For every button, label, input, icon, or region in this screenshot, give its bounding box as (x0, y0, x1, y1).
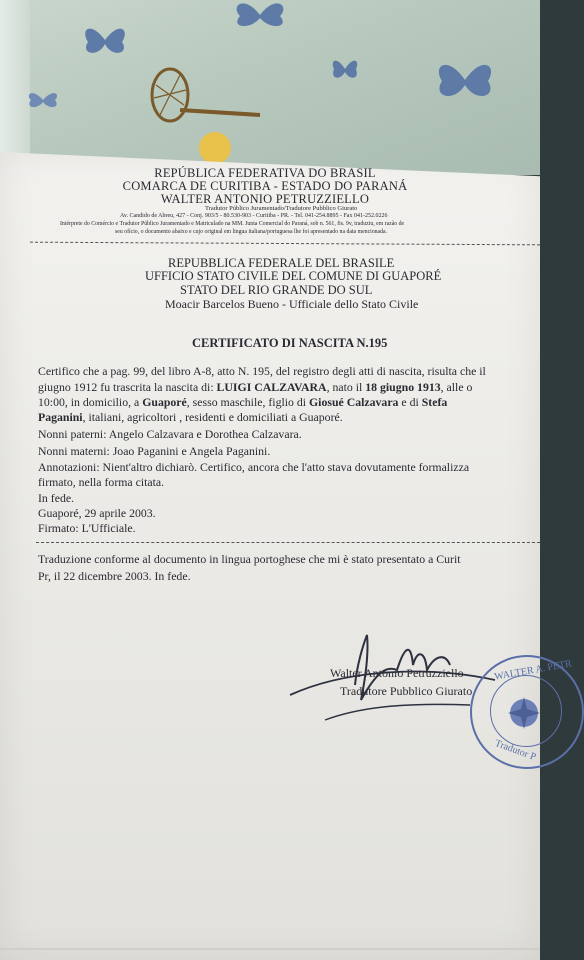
header-translator-name: WALTER ANTONIO PETRUZZIELLO (160, 192, 370, 206)
translation-divider (36, 542, 540, 543)
header-notice-1: Intérprete do Comércio e Tradutor Público Juramentado e Matriculado na MM. Junta Comercial do Paraná, sob n. 561, fis. 9v, traduziu, em razão de (60, 221, 405, 227)
annotations-line-1: Annotazioni: Nient'altro dichiarò. Certifico, ancora che l'atto stava dovutamente formalizza (38, 460, 470, 474)
translator-seal (470, 655, 584, 769)
fabric-fold (0, 0, 30, 175)
butterfly-icon (330, 55, 360, 83)
header-republic: REPÚBLICA FEDERATIVA DO BRASIL (154, 166, 376, 180)
butterfly-net-icon (140, 60, 270, 160)
butterfly-icon (230, 0, 290, 30)
annotations-line-2: firmato, nella forma citata. (38, 475, 165, 489)
paper-edge (0, 948, 540, 950)
butterfly-icon (80, 20, 130, 60)
signature-name: Walter Antonio Petruzziello (330, 666, 464, 680)
header-translator-role: Tradutor Público Juramentado/Tradutore Pubblico Giurato (205, 205, 358, 212)
header-address: Av. Candido de Abreu, 427 - Conj. 903/5 - 80.530-903 - Curitiba - PR. - Tel. 041-254.8895 - Fax 041-252.0226 (120, 213, 388, 219)
maternal-grandparents: Nonni materni: Joao Paganini e Angela Paganini. (38, 444, 271, 458)
italian-header-republic: REPUBBLICA FEDERALE DEL BRASILE (168, 256, 395, 270)
certificate-title: CERTIFICATO DI NASCITA N.195 (192, 336, 388, 350)
coat-of-arms-icon (504, 693, 544, 733)
place-date: Guaporé, 29 aprile 2003. (38, 506, 156, 520)
certificate-text-line-1: Certifico che a pag. 99, del libro A-8, atto N. 195, del registro degli atti di nascita, risulta che il (38, 364, 486, 378)
seal-text-top: WALTER A. PETR (493, 658, 573, 683)
header-notice-2: seu ofício, o documento abaixo e cujo original em lingua italiana/portuguesa lhe foi apresentado na data mencionada. (115, 229, 388, 235)
paternal-grandparents: Nonni paterni: Angelo Calzavara e Dorothea Calzavara. (38, 427, 302, 441)
translation-line-2: Pr, il 22 dicembre 2003. In fede. (38, 569, 191, 583)
italian-header-officer: Moacir Barcelos Bueno - Ufficiale dello Stato Civile (165, 297, 419, 311)
signature-role: Tradutore Pubblico Giurato (340, 684, 473, 698)
header-comarca: COMARCA DE CURITIBA - ESTADO DO PARANÁ (122, 179, 408, 193)
certificate-text-line-3: 10:00, in domicilio, a Guaporé, sesso maschile, figlio di Giosué Calzavara e di Stefa (38, 395, 448, 409)
seal-text-bottom: Tradutor P (493, 738, 538, 763)
in-fede: In fede. (38, 491, 75, 505)
certificate-text-line-2: giugno 1912 fu trascrita la nascita di: LUIGI CALZAVARA, nato il 18 giugno 1913, alle o (38, 380, 473, 394)
signed-by: Firmato: L'Ufficiale. (38, 521, 136, 535)
butterfly-icon (25, 90, 61, 110)
translation-line-1: Traduzione conforme al documento in lingua portoghese che mi è stato presentato a Curit (38, 552, 461, 566)
italian-header-state: STATO DEL RIO GRANDE DO SUL (180, 283, 373, 297)
italian-header-office: UFFICIO STATO CIVILE DEL COMUNE DI GUAPORÉ (145, 269, 442, 283)
fabric-background (0, 0, 540, 175)
certificate-text-line-4: Paganini, italiani, agricoltori , residenti e domiciliati a Guaporé. (38, 410, 343, 424)
butterfly-icon (430, 55, 500, 105)
